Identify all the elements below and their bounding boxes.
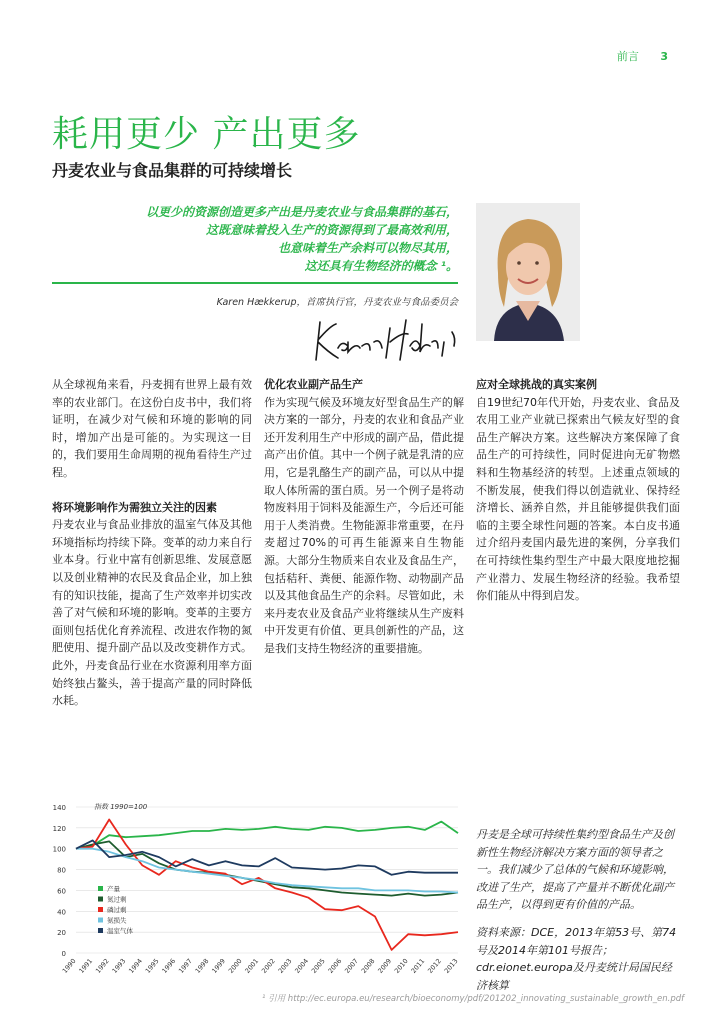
page-subtitle: 丹麦农业与食品集群的可持续增长 [52,161,293,180]
series-line [76,822,458,849]
x-tick-label: 1991 [77,957,95,975]
y-tick-label: 120 [52,824,66,833]
paragraph: 丹麦农业与食品业排放的温室气体及其他环境指标均持续下降。变革的动力来自行业本身。行业中富有创新思维、发展意愿以及创业精神的农民及食品企业，加上独有的知识技能，提高了生产效率并切实改善了对气候和环境的影响。变革的主要方面则包括优化育养流程、改进农作物的氮肥使用、提升副产品以及改变耕作方式。此外，丹麦食品行业在水资源利用率方面始终独占鳌头，善于提高产量的同时降低水耗。 [52,518,252,708]
page-title: 耗用更少 产出更多 [52,114,361,155]
y-tick-label: 60 [57,887,66,896]
pull-quote-line: 这还具有生物经济的概念 ¹。 [304,259,458,273]
x-tick-label: 1995 [143,957,161,975]
chart-svg [40,795,470,985]
paragraph: 作为实现气候及环境友好型食品生产的解决方案的一部分，丹麦的农业和食品产业还开发利用生产中形成的副产品，借此提高产出价值。其中一个例子就是乳清的应用，它是乳酪生产的副产品，可以从中提取人体所需的蛋白质。另一个例子是将动物废料用于饲料及能源生产，今后还可能用于人类消费。生物能源非常重要，在丹麦超过70%的可再生能源来自生物能源。大部分生物质来自农业及食品生产，包括秸秆、粪便、能源作物、动物副产品以及其他食品生产的余料。尽管如此，未来丹麦农业及食品产业将继续从生产废料中开发更有价值、更具创新性的产品，这是我们支持生物经济的重要措施。 [264,395,464,655]
x-tick-label: 1990 [60,957,78,975]
x-tick-label: 2001 [243,957,261,975]
legend-swatch [98,928,103,933]
x-tick-label: 2010 [392,957,410,975]
series-line [76,841,458,895]
legend-label: 氮过剩 [107,895,127,904]
paragraph: 从全球视角来看，丹麦拥有世界上最有效率的农业部门。在这份白皮书中，我们将证明，在减少对气候和环境的影响的同时，增加产出是可能的。为实现这一目的，我们要用生命周期的视角看待生产过程。 [52,378,252,479]
legend-swatch [98,918,103,923]
x-tick-label: 2012 [426,957,443,975]
text-column-1 [52,376,252,710]
x-tick-label: 1993 [110,957,128,975]
section-heading: 应对全球挑战的真实案例 [476,378,597,391]
series-line [76,820,458,950]
y-tick-label: 20 [57,929,66,938]
section-name: 前言 [616,50,639,63]
x-tick-label: 2011 [409,957,427,975]
chart-caption: 丹麦是全球可持续性集约型食品生产及创新性生物经济解决方案方面的领导者之一。我们减少了总体的气候和环境影响，改进了生产，提高了产量并不断优化副产品生产，以得到更有价值的产品。 [476,828,674,912]
quote-divider [52,282,458,284]
y-tick-label: 40 [57,908,66,917]
legend-swatch [98,897,103,902]
x-tick-label: 2009 [376,957,394,975]
chart-source: 资料来源：DCE，2013年第53号、第74号及2014年第101号报告；cdr.eionet.europa及丹麦统计局国民经济核算 [476,926,677,992]
legend-label: 磷过剩 [107,906,127,914]
x-tick-label: 1997 [177,957,194,975]
pull-quote-line: 也意味着生产余料可以物尽其用， [277,241,458,255]
x-tick-label: 2002 [260,957,277,975]
x-tick-label: 1994 [127,957,144,975]
pull-quote-line: 以更少的资源创造更多产出是丹麦农业与食品集群的基石， [145,205,458,219]
line-chart [40,795,470,985]
x-tick-label: 2005 [309,957,327,975]
x-tick-label: 1998 [193,957,211,975]
chart-title: 指数 1990=100 [94,803,148,811]
legend-swatch [98,907,103,912]
pull-quote [98,203,458,275]
legend-label: 氨损失 [107,916,127,925]
x-tick-label: 2013 [442,957,460,975]
legend-label: 温室气体 [107,927,133,935]
text-column-3 [476,376,680,605]
x-tick-label: 1992 [93,957,111,975]
ceo-portrait [476,203,580,341]
x-tick-label: 2003 [276,957,294,975]
x-tick-label: 2007 [343,957,360,975]
legend-label: 产量 [107,885,120,893]
page-number: 3 [660,50,668,63]
running-header [617,48,668,64]
quote-byline: Karen Hækkerup，首席执行官，丹麦农业与食品委员会 [216,297,458,308]
x-tick-label: 1999 [210,957,228,975]
section-heading: 将环境影响作为需独立关注的因素 [52,500,217,514]
y-tick-label: 0 [61,950,66,958]
text-column-2 [264,376,464,658]
pull-quote-line: 这既意味着投入生产的资源得到了最高效利用， [205,223,458,237]
x-tick-label: 2008 [359,957,377,975]
y-tick-label: 100 [52,845,66,854]
x-tick-label: 2004 [293,957,311,975]
y-tick-label: 140 [52,804,66,812]
x-tick-label: 1996 [160,957,178,975]
x-tick-label: 2000 [226,957,244,975]
paragraph: 自19世纪70年代开始，丹麦农业、食品及农用工业产业就已探索出气候友好型的食品生产解决方案。这些解决方案保障了食品生产的可持续性，同时促进向无矿物燃料和生物基经济的转型。上述重点领域的不断发展，使我们得以创造就业、保持经济增长、涵养自然，并且能够提供我们面临的主要全球性问题的答案。本白皮书通过介绍丹麦国内最先进的案例，分享我们在可持续性集约型生产中最大限度地挖掘产业潜力、发展生物经济的经验。我希望你们能从中得到启发。 [476,395,680,603]
x-tick-label: 2006 [326,957,344,975]
y-tick-label: 80 [57,866,66,875]
section-heading: 优化农业副产品生产 [264,378,363,391]
signature-image [312,312,462,368]
legend-swatch [98,886,103,891]
footnote: ¹ 引用 http://ec.europa.eu/research/bioeconomy/pdf/201202_innovating_sustainable_growth_en.pdf [262,994,685,1004]
